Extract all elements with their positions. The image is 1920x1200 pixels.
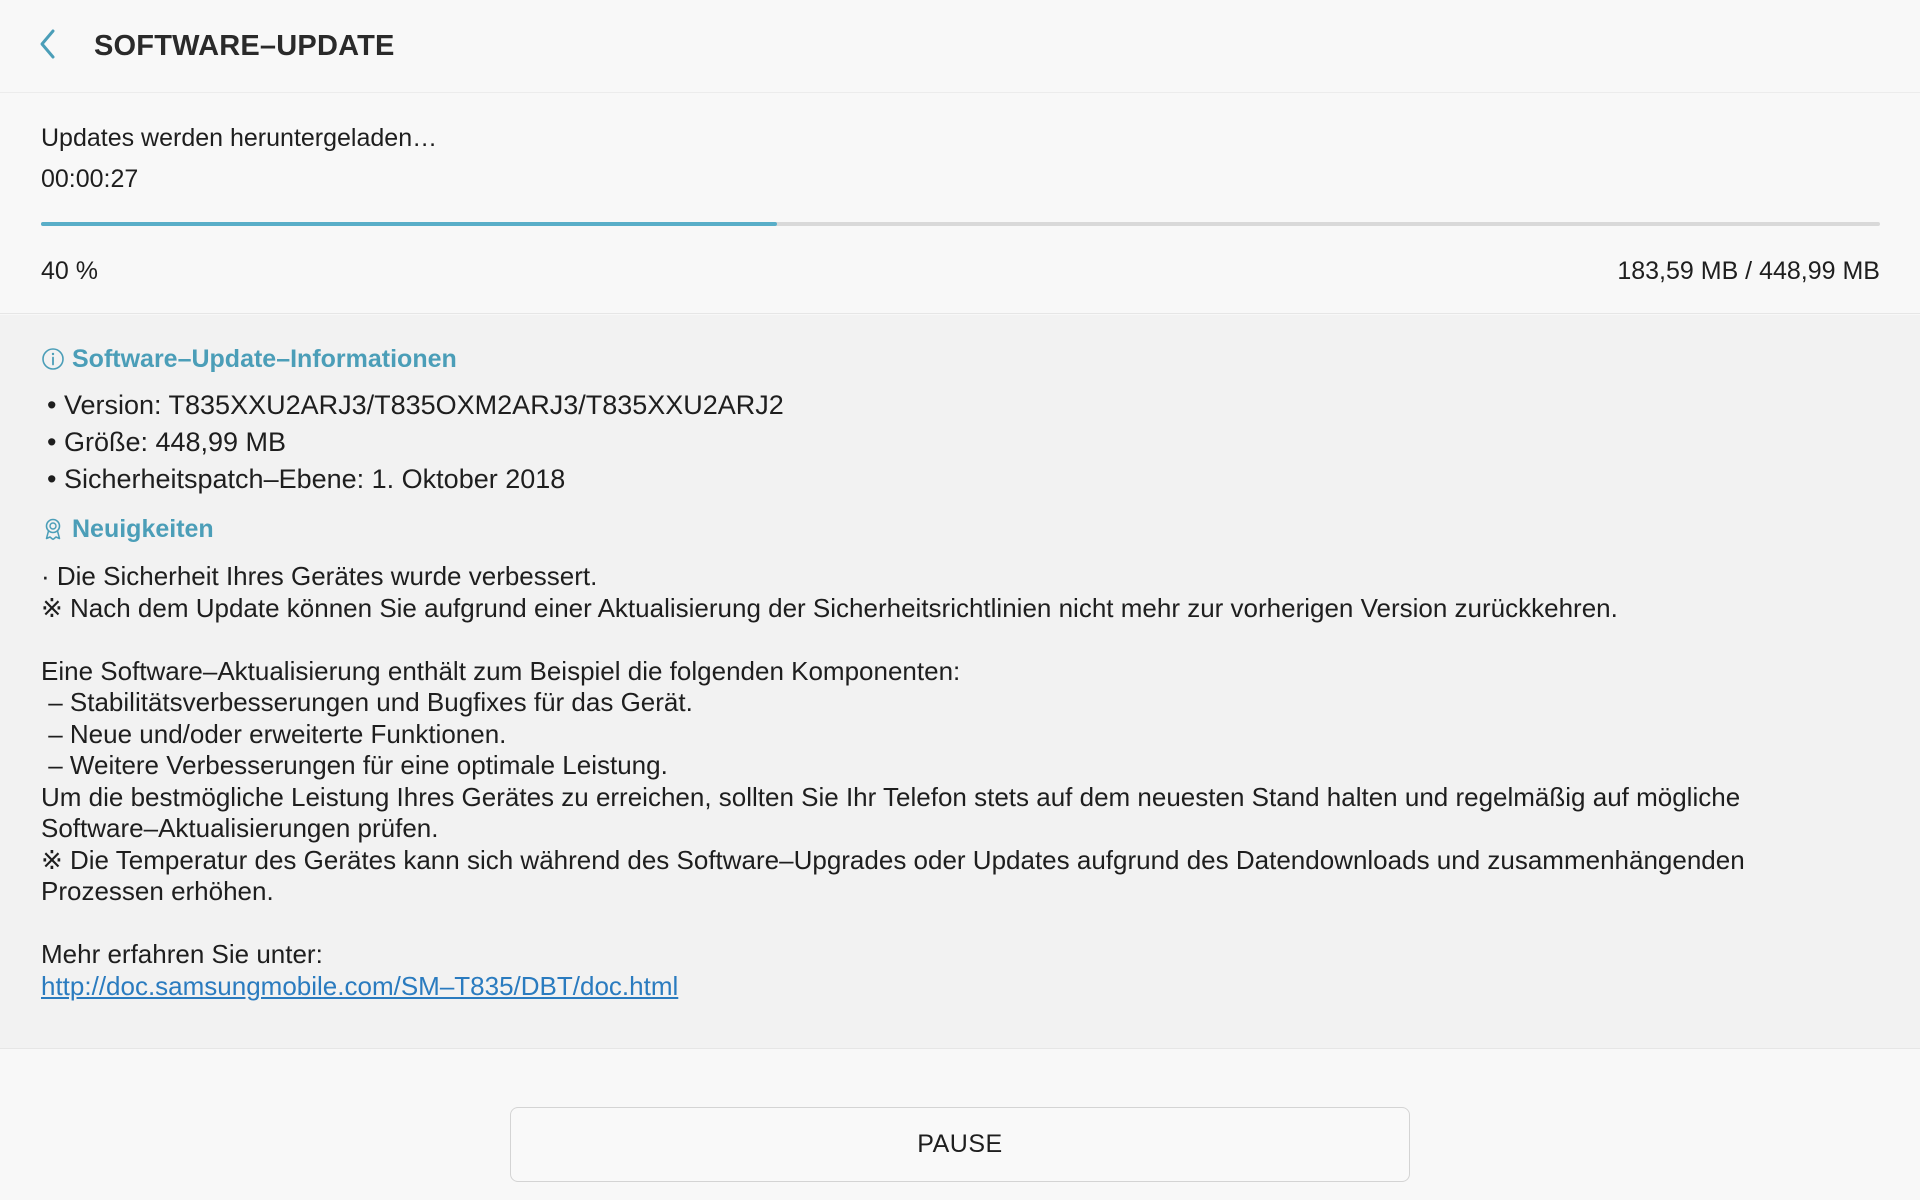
app-header bbox=[0, 0, 1920, 93]
info-heading bbox=[41, 343, 1879, 375]
info-heading-label: Software–Update–Informationen bbox=[72, 344, 457, 373]
page-title: SOFTWARE–UPDATE bbox=[94, 30, 395, 62]
info-list bbox=[41, 387, 1879, 498]
news-text bbox=[41, 561, 1879, 1002]
back-button[interactable] bbox=[22, 20, 74, 72]
news-heading-label: Neuigkeiten bbox=[72, 514, 214, 543]
more-info-link[interactable]: http://doc.samsungmobile.com/SM–T835/DBT/doc.html bbox=[41, 970, 679, 1001]
info-version: • Version: T835XXU2ARJ3/T835OXM2ARJ3/T835XXU2ARJ2 bbox=[47, 390, 784, 420]
news-line: – Weitere Verbesserungen für eine optimale Leistung. bbox=[41, 750, 668, 780]
download-progress-section bbox=[0, 94, 1920, 314]
news-line: Mehr erfahren Sie unter: bbox=[41, 939, 323, 969]
news-spacer bbox=[41, 624, 1879, 656]
update-info-section bbox=[0, 315, 1920, 1049]
news-line: ※ Nach dem Update können Sie aufgrund einer Aktualisierung der Sicherheitsrichtlinien nicht mehr zur vorherigen Version zurückkehren. bbox=[41, 592, 1618, 623]
news-line: – Stabilitätsverbesserungen und Bugfixes für das Gerät. bbox=[41, 687, 693, 717]
download-status: Updates werden heruntergeladen… bbox=[41, 124, 438, 152]
info-circle-icon bbox=[41, 347, 65, 371]
news-line: · Die Sicherheit Ihres Gerätes wurde verbessert. bbox=[41, 561, 598, 591]
award-badge-icon bbox=[41, 517, 65, 541]
pause-button[interactable]: PAUSE bbox=[510, 1107, 1410, 1182]
chevron-left-icon bbox=[37, 27, 59, 66]
progress-percent: 40 % bbox=[41, 257, 98, 285]
news-line: Eine Software–Aktualisierung enthält zum Beispiel die folgenden Komponenten: bbox=[41, 655, 961, 686]
elapsed-time: 00:00:27 bbox=[41, 165, 139, 193]
progress-bar-fill bbox=[41, 222, 777, 226]
news-line: Prozessen erhöhen. bbox=[41, 876, 274, 906]
news-heading bbox=[41, 513, 1879, 545]
news-line: Um die bestmögliche Leistung Ihres Gerätes zu erreichen, sollten Sie Ihr Telefon stets auf dem neuesten Stand halten und regelmäßig auf mögliche bbox=[41, 781, 1741, 812]
more-info-link-row bbox=[41, 971, 1879, 1003]
news-spacer bbox=[41, 908, 1879, 940]
news-line: – Neue und/oder erweiterte Funktionen. bbox=[41, 718, 507, 749]
progress-bar bbox=[41, 222, 1880, 226]
download-size: 183,59 MB / 448,99 MB bbox=[1617, 257, 1880, 285]
info-size: • Größe: 448,99 MB bbox=[47, 427, 287, 457]
info-security-patch: • Sicherheitspatch–Ebene: 1. Oktober 2018 bbox=[47, 464, 566, 494]
news-line: ※ Die Temperatur des Gerätes kann sich während des Software–Upgrades oder Updates aufgrund des Datendownloads und zusammenhängenden bbox=[41, 844, 1745, 875]
news-line: Software–Aktualisierungen prüfen. bbox=[41, 813, 439, 843]
